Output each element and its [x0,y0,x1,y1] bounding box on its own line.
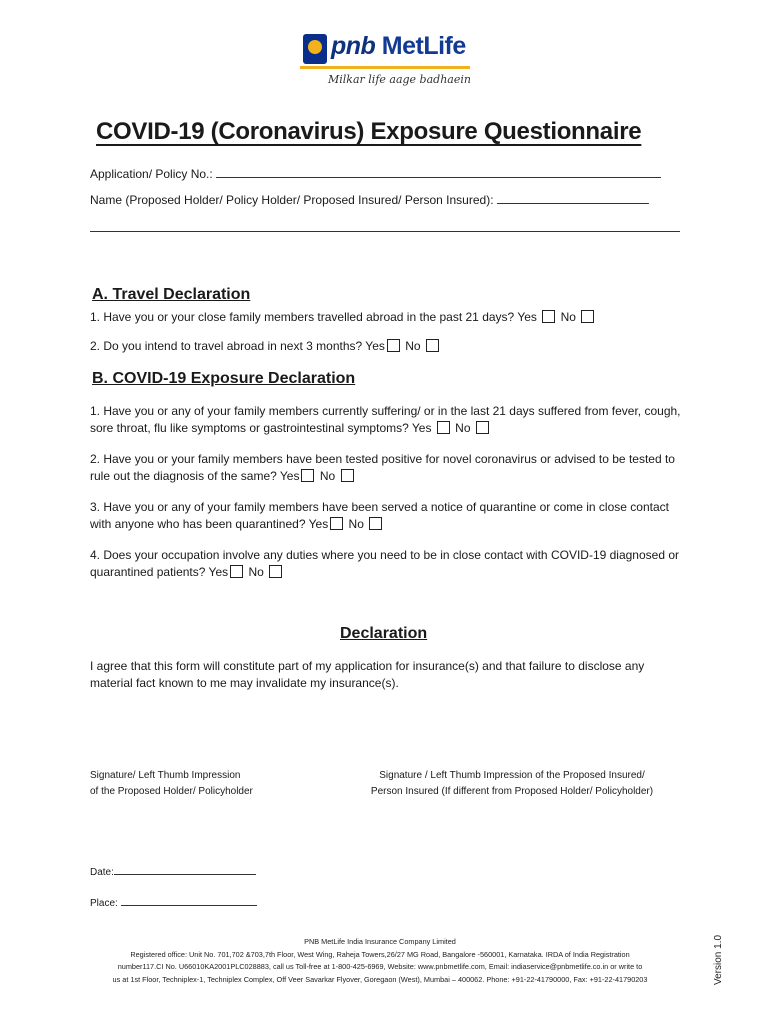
name-field [90,192,649,207]
name-label: Name (Proposed Holder/ Policy Holder/ Proposed Insured/ Person Insured): [90,193,494,207]
exposure-question-3: 3. Have you or any of your family members have been served a notice of quarantine or come in close contact with anyone who has been quarantined? Yes No [90,500,669,531]
exposure-q1-yes-checkbox[interactable] [437,421,450,434]
footer-line-2: number117.CI No. U66010KA2001PLC028883, call us Toll-free at 1-800-425-6969, Website: www.pnbmetlife.com, Email: indiaservice@pnbmetlife.co.in or write to [117,962,643,971]
exposure-q4-yes-checkbox[interactable] [230,565,243,578]
travel-question-1: 1. Have you or your close family members travelled abroad in the past 21 days? Yes No [90,309,685,326]
exposure-question-2: 2. Have you or your family members have been tested positive for novel coronavirus or advised to be tested to rule out the diagnosis of the same? Yes No [90,452,675,483]
insured-signature-label-2: Person Insured (If different from Proposed Holder/ Policyholder) [370,786,654,797]
page-title: COVID-19 (Coronavirus) Exposure Questionnaire [96,118,642,145]
travel-q2-yes-checkbox[interactable] [387,339,400,352]
travel-question-2: 2. Do you intend to travel abroad in next 3 months? Yes No [90,338,685,355]
exposure-q1-no-checkbox[interactable] [476,421,489,434]
footer-line-3: us at 1st Floor, Techniplex-1, Techniplex Complex, Off Veer Savarkar Flyover, Goregaon (West), Mumbai – 400062. Phone: +91-22-41790000, Fax: +91-22-41790203 [112,974,648,984]
exposure-q3-yes-checkbox[interactable] [330,517,343,530]
logo-underline [300,66,470,69]
section-b-heading: B. COVID-19 Exposure Declaration [92,370,356,387]
holder-signature-block[interactable] [90,768,253,800]
logo-wordmark: pnb MetLife [331,32,466,60]
travel-q1-yes-checkbox[interactable] [542,310,555,323]
travel-q1-no-checkbox[interactable] [581,310,594,323]
footer [80,936,680,986]
insured-signature-label-1: Signature / Left Thumb Impression of the Proposed Insured/ [379,770,645,781]
date-field [90,864,256,881]
place-label: Place: [90,898,118,909]
policy-number-input[interactable] [216,166,661,178]
holder-signature-label-1: Signature/ Left Thumb Impression [90,770,241,781]
company-logo [300,32,475,94]
exposure-question-1: 1. Have you or any of your family members currently suffering/ or in the last 21 days suffered from fever, cough, sore throat, flu like symptoms or gastrointestinal symptoms? Yes No [90,404,681,435]
footer-line-1: Registered office: Unit No. 701,702 &703,7th Floor, West Wing, Raheja Towers,26/27 MG Road, Bangalore -560001, Karnataka. IRDA of India Registration [130,949,630,959]
place-input[interactable] [121,895,257,906]
policy-number-label: Application/ Policy No.: [90,167,213,181]
date-input[interactable] [114,864,256,875]
place-field [90,895,257,912]
holder-signature-label-2: of the Proposed Holder/ Policyholder [90,786,253,797]
declaration-text: I agree that this form will constitute part of my application for insurance(s) and that failure to disclose any material fact known to me may invalidate my insurance(s). [90,659,645,690]
version-label: Version 1.0 [713,934,724,985]
date-label: Date: [90,867,114,878]
exposure-q2-yes-checkbox[interactable] [301,469,314,482]
declaration-heading: Declaration [340,625,428,642]
exposure-q3-no-checkbox[interactable] [369,517,382,530]
logo-tagline: Milkar life aage badhaein [328,73,471,86]
exposure-q4-no-checkbox[interactable] [269,565,282,578]
name-input[interactable] [497,192,649,204]
name-input-continuation[interactable] [90,231,680,232]
travel-q2-no-checkbox[interactable] [426,339,439,352]
policy-number-field [90,166,661,181]
exposure-question-4: 4. Does your occupation involve any duties where you need to be in close contact with COVID-19 diagnosed or quarantined patients? Yes No [90,548,680,579]
logo-emblem-icon [303,34,327,64]
footer-company: PNB MetLife India Insurance Company Limited [304,937,456,946]
exposure-q2-no-checkbox[interactable] [341,469,354,482]
insured-signature-block[interactable] [362,768,662,800]
section-a-heading: A. Travel Declaration [92,286,251,303]
